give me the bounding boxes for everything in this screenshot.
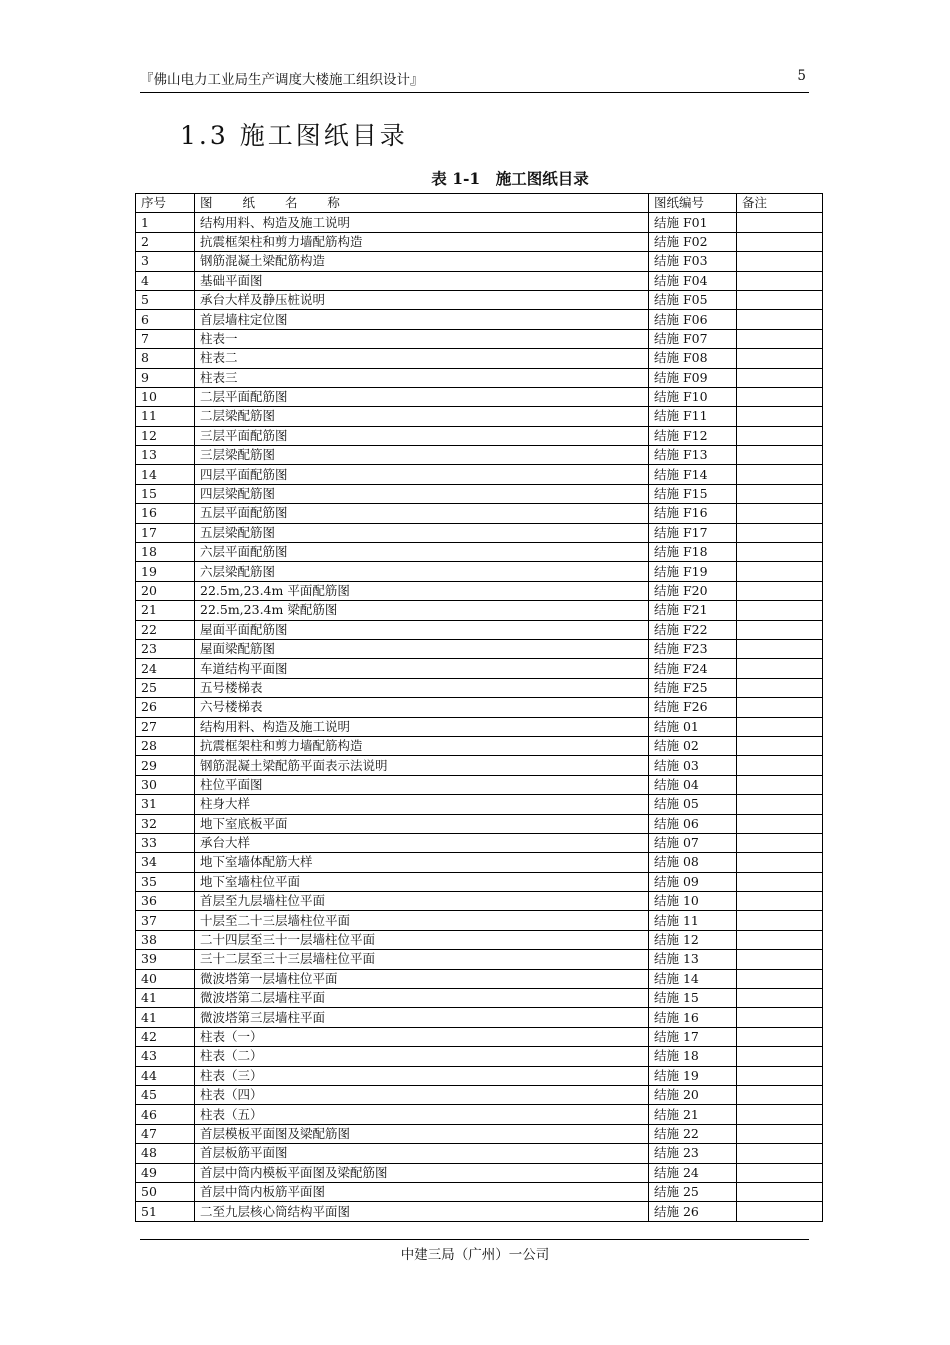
cell-number: 42 (136, 1027, 195, 1046)
cell-note (737, 1047, 823, 1066)
table-row (136, 1066, 823, 1085)
cell-drawing-name: 柱位平面图 (195, 775, 649, 794)
cell-number: 26 (136, 698, 195, 717)
cell-number: 21 (136, 601, 195, 620)
cell-note (737, 872, 823, 891)
table-row (136, 989, 823, 1008)
cell-number: 4 (136, 271, 195, 290)
cell-drawing-name: 首层至九层墙柱位平面 (195, 892, 649, 911)
header-rule (140, 92, 809, 93)
cell-note (737, 213, 823, 232)
cell-drawing-name: 柱表（一） (195, 1027, 649, 1046)
cell-number: 31 (136, 795, 195, 814)
cell-drawing-code: 结施 F21 (649, 601, 737, 620)
cell-note (737, 1124, 823, 1143)
cell-drawing-code: 结施 F06 (649, 310, 737, 329)
cell-drawing-name: 首层中筒内模板平面图及梁配筋图 (195, 1163, 649, 1182)
cell-note (737, 775, 823, 794)
table-body (136, 213, 823, 1221)
cell-drawing-name: 首层模板平面图及梁配筋图 (195, 1124, 649, 1143)
table-row (136, 620, 823, 639)
cell-note (737, 989, 823, 1008)
cell-number: 18 (136, 543, 195, 562)
cell-drawing-code: 结施 24 (649, 1163, 737, 1182)
cell-note (737, 756, 823, 775)
cell-drawing-name: 六号楼梯表 (195, 698, 649, 717)
cell-drawing-code: 结施 03 (649, 756, 737, 775)
cell-number: 46 (136, 1105, 195, 1124)
table-row (136, 543, 823, 562)
table-row (136, 484, 823, 503)
cell-number: 41 (136, 989, 195, 1008)
table-header-row (136, 194, 823, 213)
cell-drawing-name: 抗震框架柱和剪力墙配筋构造 (195, 232, 649, 251)
table-row (136, 717, 823, 736)
table-row (136, 1182, 823, 1201)
table-row (136, 756, 823, 775)
cell-drawing-code: 结施 F20 (649, 581, 737, 600)
cell-drawing-code: 结施 F03 (649, 252, 737, 271)
cell-note (737, 911, 823, 930)
cell-note (737, 1066, 823, 1085)
cell-note (737, 1105, 823, 1124)
cell-note (737, 543, 823, 562)
table-row (136, 387, 823, 406)
cell-note (737, 659, 823, 678)
cell-note (737, 349, 823, 368)
cell-number: 50 (136, 1182, 195, 1201)
cell-note (737, 1008, 823, 1027)
cell-number: 19 (136, 562, 195, 581)
cell-drawing-code: 结施 F12 (649, 426, 737, 445)
column-header-code: 图纸编号 (649, 194, 737, 213)
cell-drawing-name: 柱表（二） (195, 1047, 649, 1066)
table-row (136, 271, 823, 290)
column-header-number: 序号 (136, 194, 195, 213)
cell-number: 10 (136, 387, 195, 406)
table-row (136, 1085, 823, 1104)
cell-number: 23 (136, 639, 195, 658)
cell-note (737, 465, 823, 484)
cell-drawing-code: 结施 F23 (649, 639, 737, 658)
table-row (136, 639, 823, 658)
cell-number: 6 (136, 310, 195, 329)
cell-note (737, 950, 823, 969)
table-row (136, 853, 823, 872)
table-row (136, 969, 823, 988)
cell-number: 14 (136, 465, 195, 484)
cell-number: 51 (136, 1202, 195, 1221)
cell-number: 15 (136, 484, 195, 503)
table-row (136, 833, 823, 852)
cell-drawing-name: 地下室墙体配筋大样 (195, 853, 649, 872)
cell-note (737, 368, 823, 387)
page-number: 5 (797, 68, 806, 84)
cell-number: 44 (136, 1066, 195, 1085)
cell-note (737, 407, 823, 426)
cell-drawing-code: 结施 F05 (649, 290, 737, 309)
cell-number: 9 (136, 368, 195, 387)
table-row (136, 368, 823, 387)
cell-number: 16 (136, 504, 195, 523)
cell-drawing-name: 微波塔第三层墙柱平面 (195, 1008, 649, 1027)
cell-drawing-code: 结施 F19 (649, 562, 737, 581)
cell-drawing-name: 二至九层核心筒结构平面图 (195, 1202, 649, 1221)
cell-number: 7 (136, 329, 195, 348)
cell-drawing-code: 结施 F24 (649, 659, 737, 678)
cell-number: 49 (136, 1163, 195, 1182)
cell-drawing-name: 微波塔第一层墙柱位平面 (195, 969, 649, 988)
cell-number: 38 (136, 930, 195, 949)
cell-drawing-name: 地下室底板平面 (195, 814, 649, 833)
cell-drawing-code: 结施 F11 (649, 407, 737, 426)
cell-note (737, 601, 823, 620)
cell-drawing-name: 承台大样 (195, 833, 649, 852)
cell-number: 13 (136, 446, 195, 465)
cell-drawing-code: 结施 06 (649, 814, 737, 833)
cell-drawing-name: 钢筋混凝土梁配筋构造 (195, 252, 649, 271)
cell-drawing-code: 结施 F04 (649, 271, 737, 290)
table-row (136, 911, 823, 930)
cell-note (737, 678, 823, 697)
cell-drawing-code: 结施 18 (649, 1047, 737, 1066)
cell-number: 17 (136, 523, 195, 542)
cell-note (737, 484, 823, 503)
table-row (136, 795, 823, 814)
cell-note (737, 1027, 823, 1046)
cell-drawing-name: 二十四层至三十一层墙柱位平面 (195, 930, 649, 949)
cell-number: 24 (136, 659, 195, 678)
cell-drawing-code: 结施 F09 (649, 368, 737, 387)
cell-drawing-code: 结施 04 (649, 775, 737, 794)
cell-drawing-name: 钢筋混凝土梁配筋平面表示法说明 (195, 756, 649, 775)
cell-drawing-name: 二层平面配筋图 (195, 387, 649, 406)
cell-drawing-code: 结施 F14 (649, 465, 737, 484)
cell-drawing-code: 结施 05 (649, 795, 737, 814)
column-header-note: 备注 (737, 194, 823, 213)
cell-drawing-name: 22.5m,23.4m 梁配筋图 (195, 601, 649, 620)
cell-note (737, 930, 823, 949)
cell-note (737, 620, 823, 639)
cell-note (737, 1085, 823, 1104)
cell-note (737, 271, 823, 290)
cell-drawing-code: 结施 14 (649, 969, 737, 988)
table-row (136, 892, 823, 911)
cell-number: 27 (136, 717, 195, 736)
cell-drawing-code: 结施 23 (649, 1144, 737, 1163)
cell-drawing-name: 二层梁配筋图 (195, 407, 649, 426)
cell-number: 33 (136, 833, 195, 852)
cell-drawing-name: 基础平面图 (195, 271, 649, 290)
cell-number: 1 (136, 213, 195, 232)
cell-drawing-name: 首层中筒内板筋平面图 (195, 1182, 649, 1201)
cell-note (737, 639, 823, 658)
cell-number: 28 (136, 736, 195, 755)
cell-number: 5 (136, 290, 195, 309)
cell-number: 41 (136, 1008, 195, 1027)
table-row (136, 601, 823, 620)
cell-drawing-name: 五层平面配筋图 (195, 504, 649, 523)
cell-drawing-name: 屋面平面配筋图 (195, 620, 649, 639)
cell-drawing-code: 结施 F10 (649, 387, 737, 406)
cell-number: 22 (136, 620, 195, 639)
cell-drawing-code: 结施 10 (649, 892, 737, 911)
cell-number: 45 (136, 1085, 195, 1104)
cell-drawing-name: 承台大样及静压桩说明 (195, 290, 649, 309)
table-row (136, 407, 823, 426)
cell-drawing-code: 结施 25 (649, 1182, 737, 1201)
cell-drawing-name: 六层梁配筋图 (195, 562, 649, 581)
cell-drawing-name: 地下室墙柱位平面 (195, 872, 649, 891)
cell-number: 2 (136, 232, 195, 251)
cell-drawing-code: 结施 01 (649, 717, 737, 736)
cell-note (737, 387, 823, 406)
table-caption: 表 1-1 施工图纸目录 (431, 169, 589, 188)
table-row (136, 1047, 823, 1066)
cell-drawing-name: 三十二层至三十三层墙柱位平面 (195, 950, 649, 969)
table-row (136, 465, 823, 484)
table-row (136, 678, 823, 697)
cell-drawing-code: 结施 22 (649, 1124, 737, 1143)
cell-note (737, 795, 823, 814)
header-title: 『佛山电力工业局生产调度大楼施工组织设计』 (140, 72, 424, 88)
cell-drawing-code: 结施 08 (649, 853, 737, 872)
cell-drawing-code: 结施 F16 (649, 504, 737, 523)
cell-drawing-name: 三层梁配筋图 (195, 446, 649, 465)
cell-drawing-name: 22.5m,23.4m 平面配筋图 (195, 581, 649, 600)
cell-note (737, 446, 823, 465)
table-row (136, 290, 823, 309)
cell-drawing-code: 结施 F13 (649, 446, 737, 465)
cell-drawing-code: 结施 13 (649, 950, 737, 969)
cell-note (737, 252, 823, 271)
cell-note (737, 1182, 823, 1201)
table-row (136, 814, 823, 833)
cell-drawing-code: 结施 26 (649, 1202, 737, 1221)
table-row (136, 252, 823, 271)
table-row (136, 736, 823, 755)
table-row (136, 872, 823, 891)
cell-drawing-code: 结施 12 (649, 930, 737, 949)
cell-note (737, 562, 823, 581)
cell-note (737, 329, 823, 348)
cell-drawing-name: 柱表一 (195, 329, 649, 348)
cell-note (737, 504, 823, 523)
cell-drawing-code: 结施 F18 (649, 543, 737, 562)
cell-number: 48 (136, 1144, 195, 1163)
cell-note (737, 232, 823, 251)
table-row (136, 1008, 823, 1027)
cell-drawing-name: 抗震框架柱和剪力墙配筋构造 (195, 736, 649, 755)
cell-drawing-name: 柱表（三） (195, 1066, 649, 1085)
cell-drawing-code: 结施 F26 (649, 698, 737, 717)
table-row (136, 698, 823, 717)
cell-drawing-code: 结施 09 (649, 872, 737, 891)
cell-drawing-code: 结施 F25 (649, 678, 737, 697)
cell-number: 11 (136, 407, 195, 426)
table-row (136, 426, 823, 445)
cell-number: 3 (136, 252, 195, 271)
cell-drawing-name: 十层至二十三层墙柱位平面 (195, 911, 649, 930)
section-title: 1.3 施工图纸目录 (180, 121, 408, 150)
cell-number: 35 (136, 872, 195, 891)
cell-drawing-name: 首层板筋平面图 (195, 1144, 649, 1163)
cell-note (737, 892, 823, 911)
table-row (136, 1124, 823, 1143)
cell-number: 37 (136, 911, 195, 930)
table-row (136, 562, 823, 581)
table-row (136, 310, 823, 329)
cell-drawing-name: 柱表（四） (195, 1085, 649, 1104)
table-row (136, 504, 823, 523)
cell-drawing-code: 结施 F17 (649, 523, 737, 542)
cell-drawing-code: 结施 F01 (649, 213, 737, 232)
cell-drawing-code: 结施 F02 (649, 232, 737, 251)
cell-drawing-code: 结施 19 (649, 1066, 737, 1085)
cell-number: 25 (136, 678, 195, 697)
cell-drawing-code: 结施 21 (649, 1105, 737, 1124)
cell-drawing-code: 结施 07 (649, 833, 737, 852)
cell-drawing-code: 结施 F08 (649, 349, 737, 368)
cell-drawing-name: 五号楼梯表 (195, 678, 649, 697)
cell-number: 43 (136, 1047, 195, 1066)
table-row (136, 1144, 823, 1163)
cell-drawing-code: 结施 15 (649, 989, 737, 1008)
cell-drawing-name: 车道结构平面图 (195, 659, 649, 678)
cell-note (737, 310, 823, 329)
cell-drawing-name: 结构用料、构造及施工说明 (195, 717, 649, 736)
cell-drawing-name: 微波塔第二层墙柱平面 (195, 989, 649, 1008)
cell-drawing-name: 五层梁配筋图 (195, 523, 649, 542)
cell-drawing-name: 柱表二 (195, 349, 649, 368)
cell-drawing-name: 结构用料、构造及施工说明 (195, 213, 649, 232)
cell-note (737, 426, 823, 445)
cell-note (737, 853, 823, 872)
table-row (136, 523, 823, 542)
cell-drawing-name: 柱表三 (195, 368, 649, 387)
cell-note (737, 1202, 823, 1221)
drawing-list-table (135, 193, 823, 1222)
cell-note (737, 969, 823, 988)
page-header (140, 66, 808, 92)
cell-note (737, 698, 823, 717)
cell-note (737, 523, 823, 542)
cell-drawing-code: 结施 02 (649, 736, 737, 755)
cell-drawing-code: 结施 F07 (649, 329, 737, 348)
cell-drawing-name: 四层平面配筋图 (195, 465, 649, 484)
table-row (136, 1027, 823, 1046)
cell-number: 47 (136, 1124, 195, 1143)
table-row (136, 950, 823, 969)
cell-number: 8 (136, 349, 195, 368)
cell-drawing-name: 三层平面配筋图 (195, 426, 649, 445)
cell-drawing-code: 结施 17 (649, 1027, 737, 1046)
cell-number: 29 (136, 756, 195, 775)
cell-note (737, 717, 823, 736)
cell-note (737, 1163, 823, 1182)
cell-note (737, 581, 823, 600)
cell-drawing-name: 四层梁配筋图 (195, 484, 649, 503)
cell-drawing-name: 六层平面配筋图 (195, 543, 649, 562)
cell-drawing-name: 柱表（五） (195, 1105, 649, 1124)
cell-drawing-name: 屋面梁配筋图 (195, 639, 649, 658)
cell-note (737, 290, 823, 309)
table-row (136, 349, 823, 368)
footer-rule (140, 1239, 809, 1240)
table-row (136, 232, 823, 251)
cell-note (737, 1144, 823, 1163)
cell-number: 40 (136, 969, 195, 988)
column-header-name: 图 纸 名 称 (195, 194, 649, 213)
table-row (136, 581, 823, 600)
cell-drawing-code: 结施 F22 (649, 620, 737, 639)
table-row (136, 213, 823, 232)
table-row (136, 1163, 823, 1182)
cell-drawing-code: 结施 F15 (649, 484, 737, 503)
cell-note (737, 833, 823, 852)
table-row (136, 659, 823, 678)
table-row (136, 930, 823, 949)
table-row (136, 446, 823, 465)
cell-number: 12 (136, 426, 195, 445)
cell-drawing-name: 首层墙柱定位图 (195, 310, 649, 329)
cell-drawing-name: 柱身大样 (195, 795, 649, 814)
cell-number: 34 (136, 853, 195, 872)
cell-number: 20 (136, 581, 195, 600)
table-row (136, 775, 823, 794)
table-row (136, 1105, 823, 1124)
footer-company: 中建三局（广州）一公司 (400, 1247, 550, 1263)
cell-note (737, 814, 823, 833)
table-row (136, 329, 823, 348)
cell-note (737, 736, 823, 755)
cell-drawing-code: 结施 16 (649, 1008, 737, 1027)
cell-number: 30 (136, 775, 195, 794)
cell-drawing-code: 结施 11 (649, 911, 737, 930)
cell-drawing-code: 结施 20 (649, 1085, 737, 1104)
table-row (136, 1202, 823, 1221)
cell-number: 39 (136, 950, 195, 969)
cell-number: 32 (136, 814, 195, 833)
cell-number: 36 (136, 892, 195, 911)
